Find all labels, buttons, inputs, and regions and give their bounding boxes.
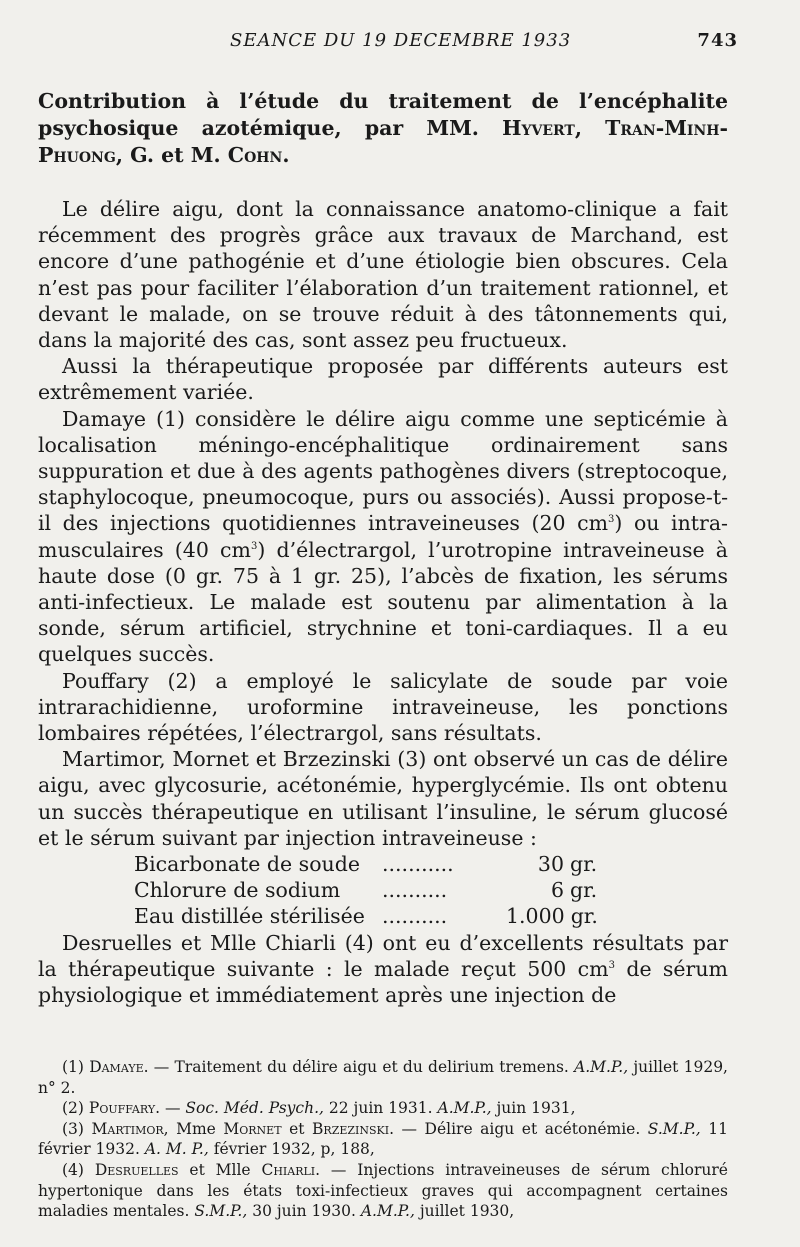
article-title: Contribution à l’étude du traitement de l’encéphalite psychosique azotémique, par MM. Hyvert, Tran-Minh-Phuong, G. et M. Cohn. [38, 89, 728, 167]
author-hyvert: Hyvert [502, 116, 575, 140]
article-body [38, 196, 728, 1008]
footnote-3: (3) Martimor, Mme Mornet et Brzezinski. — Délire aigu et acétonémie. S.M.P., 11 février 1932. A. M. P., février 1932, p, 188, [38, 1119, 728, 1159]
paragraph-6: Desruelles et Mlle Chiarli (4) ont eu d’excellents résultats par la thérapeutique suivante : le malade reçut 500 $cm^3$ de sérum physiologique et immédiatement après une injection de [38, 930, 728, 1008]
recipe-row: Bicarbonate de soude ........... 30 gr. [134, 852, 598, 877]
page-header [38, 30, 738, 60]
recipe-row: Chlorure de sodium .......... 6 gr. [134, 878, 598, 903]
paragraph-2: Aussi la thérapeutique proposée par différents auteurs est extrêmement variée. [38, 354, 728, 405]
running-title: SEANCE DU 19 DECEMBRE 1933 [230, 30, 572, 51]
footnote-4: (4) Desruelles et Mlle Chiarli. — Injections intraveineuses de sérum chloruré hypertonique dans les états toxi-infectieux graves qui accompagnent certaines maladies mentales. S.M.P., 30 juin 1930. A.M.P., juillet 1930, [38, 1160, 728, 1221]
recipe-row: Eau distillée stérilisée .......... 1.000 gr. [134, 904, 598, 929]
footnote-1: (1) Damaye. — Traitement du délire aigu et du delirium tremens. A.M.P., juillet 1929, n° 2. [38, 1058, 728, 1097]
paragraph-3: Damaye (1) considère le délire aigu comme une septicémie à localisation méningo-encéphalitique ordinairement sans suppuration et due à des agents pathogènes divers (streptocoque, staphylocoque, pneumocoque, purs ou associés). Aussi propose-t-il des injections quotidiennes intraveineuses (20 $cm^3$) ou intra-musculaires (40 $cm^3$) d’électrargol, l’urotropine intraveineuse à haute dose (0 gr. 75 à 1 gr. 25), l’abcès de fixation, les sérums anti-infectieux. Le malade est soutenu par alimentation à la sonde, sérum artificiel, strychnine et toni-cardiaques. Il a eu quelques succès. [38, 406, 728, 667]
recipe-table [134, 851, 634, 930]
author-tran-minh-phuong: Tran-Minh-Phuong [38, 116, 728, 167]
author-cohn: Cohn [227, 143, 283, 167]
footnote-2: (2) Pouffary. — Soc. Méd. Psych., 22 juin 1931. A.M.P., juin 1931, [62, 1099, 576, 1118]
paragraph-5: Martimor, Mornet et Brzezinski (3) ont observé un cas de délire aigu, avec glycosurie, acétonémie, hyperglycémie. Ils ont obtenu un succès thérapeutique en utilisant l’insuline, le sérum glucosé et le sérum suivant par injection intraveineuse : [38, 747, 728, 850]
paragraph-4: Pouffary (2) a employé le salicylate de soude par voie intrarachidienne, uroformine intraveineuse, les ponctions lombaires répétées, l’électrargol, sans résultats. [38, 668, 728, 746]
page-number: 743 [697, 30, 738, 51]
footnotes [38, 1057, 728, 1222]
paragraph-1: Le délire aigu, dont la connaissance anatomo-clinique a fait récemment des progrès grâce aux travaux de Marchand, est encore d’une pathogénie et d’une étiologie bien obscures. Cela n’est pas pour faciliter l’élaboration d’un traitement rationnel, et devant le malade, on se trouve réduit à des tâtonnements qui, dans la majorité des cas, sont assez peu fructueux. [38, 197, 728, 353]
